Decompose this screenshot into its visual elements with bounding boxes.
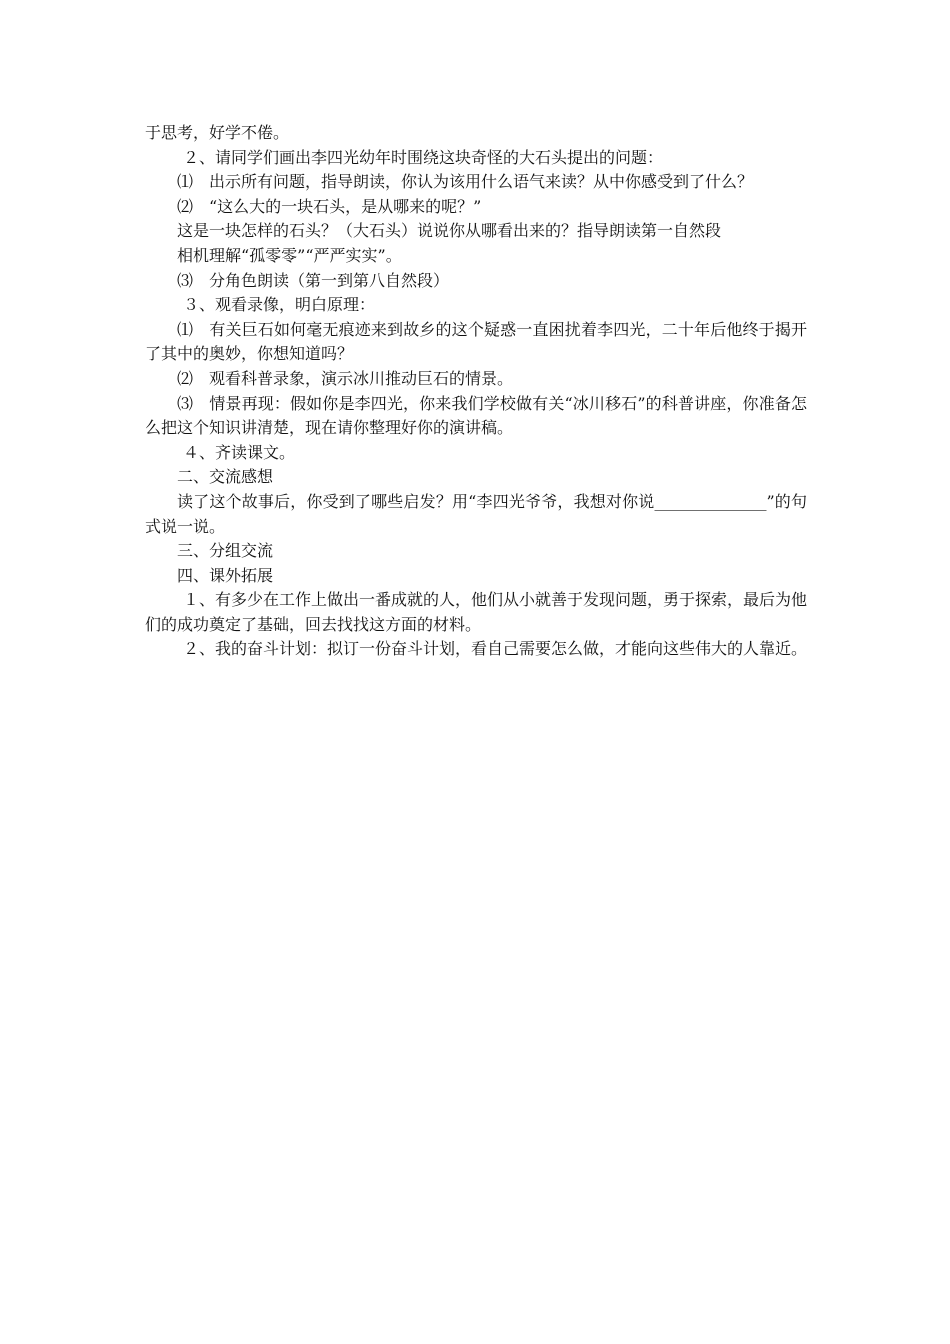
document-body bbox=[145, 121, 807, 662]
paragraph: ⑵ 观看科普录象，演示冰川推动巨石的情景。 bbox=[177, 368, 514, 388]
paragraph: ⑶ 分角色朗读（第一到第八自然段） bbox=[177, 270, 450, 290]
paragraph: 读了这个故事后，你受到了哪些启发？用“李四光爷爷，我想对你说______________”的句式说一说。 bbox=[145, 491, 807, 536]
section-heading: 二、交流感想 bbox=[177, 467, 274, 487]
paragraph: 于思考，好学不倦。 bbox=[145, 123, 290, 142]
paragraph: ２、请同学们画出李四光幼年时围绕这块奇怪的大石头提出的问题： bbox=[183, 147, 664, 167]
paragraph: ⑴ 出示所有问题，指导朗读，你认为该用什么语气来读？从中你感受到了什么？ bbox=[177, 172, 754, 192]
section-heading: 四、课外拓展 bbox=[177, 565, 274, 585]
paragraph: ⑶ 情景再现：假如你是李四光，你来我们学校做有关“冰川移石”的科普讲座，你准备怎么把这个知识讲清楚，现在请你整理好你的演讲稿。 bbox=[145, 393, 807, 438]
paragraph: ２、我的奋斗计划：拟订一份奋斗计划，看自己需要怎么做，才能向这些伟大的人靠近。 bbox=[183, 639, 808, 659]
paragraph: ３、观看录像，明白原理： bbox=[183, 295, 376, 315]
paragraph: １、有多少在工作上做出一番成就的人，他们从小就善于发现问题，勇于探索，最后为他们的成功奠定了基础，回去找找这方面的材料。 bbox=[145, 590, 808, 634]
paragraph: 这是一块怎样的石头？（大石头）说说你从哪看出来的？指导朗读第一自然段 bbox=[177, 221, 722, 241]
paragraph: ４、齐读课文。 bbox=[183, 442, 296, 462]
paragraph: ⑴ 有关巨石如何毫无痕迹来到故乡的这个疑惑一直困扰着李四光，二十年后他终于揭开了其中的奥妙，你想知道吗？ bbox=[145, 319, 807, 364]
paragraph: ⑵ “这么大的一块石头，是从哪来的呢？” bbox=[177, 196, 482, 216]
paragraph: 相机理解“孤零零”“严严实实”。 bbox=[177, 245, 402, 265]
section-heading: 三、分组交流 bbox=[177, 541, 274, 561]
